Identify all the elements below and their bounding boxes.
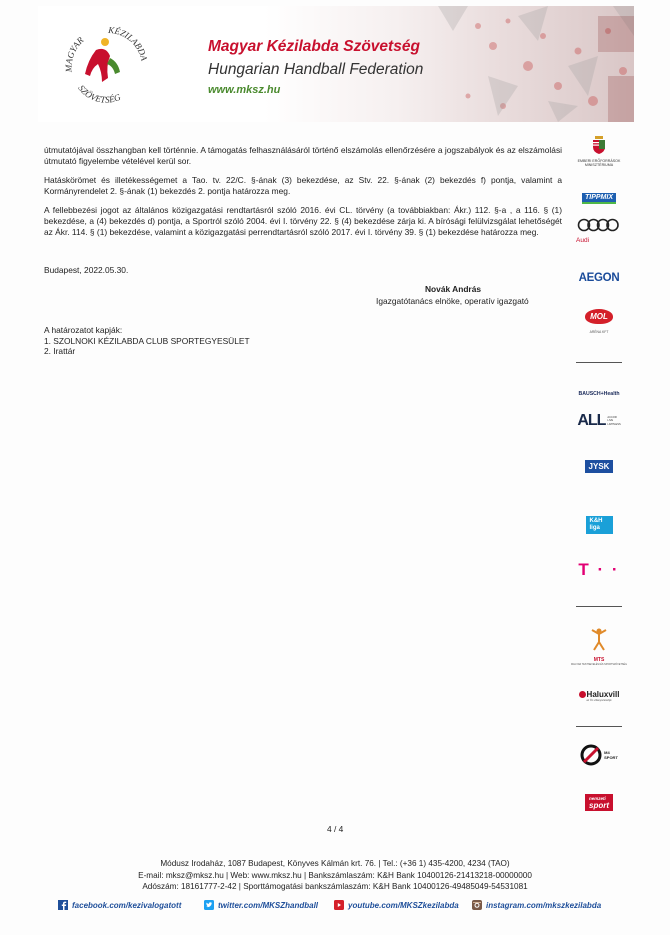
tippmix-logo [568, 186, 630, 204]
page-number: 4 / 4 [327, 824, 344, 834]
decision-body [44, 145, 562, 246]
mol-sub-text: ARÉNA KFT [589, 330, 609, 334]
telekom-text: T · · [578, 560, 620, 579]
jysk-logo [568, 456, 630, 474]
haluxvill-text: Haluxvill [586, 690, 620, 699]
m4-circle-icon [580, 744, 602, 766]
accor-sub1: ACCOR [607, 415, 617, 419]
kh-line1: K&H [589, 518, 603, 524]
mts-text: MTS [593, 657, 605, 663]
m4-line1: M4 [604, 750, 610, 755]
twitter-icon [204, 900, 214, 910]
accor-all-logo [568, 412, 630, 430]
sponsor-divider [576, 726, 622, 727]
footer-tax-line: Adószám: 18161777-2-42 | Sporttámogatási bankszámlaszám: K&H Bank 10400126-49485049-54531081 [142, 882, 528, 891]
audi-logo [568, 218, 630, 244]
federation-website[interactable]: www.mksz.hu [208, 84, 281, 96]
m4-sport-logo [568, 744, 630, 766]
hungarian-coat-of-arms-icon [592, 136, 606, 154]
footer-address-line: Módusz Irodaház, 1087 Budapest, Könyves Kálmán krt. 76. | Tel.: (+36 1) 435-4200, 4234 (TAO) [160, 859, 510, 868]
m4-line2: SPORT [604, 755, 618, 760]
letterhead [38, 6, 634, 122]
signer-name: Novák András [425, 284, 482, 294]
haluxvill-logo [568, 690, 630, 702]
emmi-line2: MINISZTÉRIUMA [584, 163, 614, 168]
social-facebook[interactable] [58, 900, 181, 910]
svg-text:MAGYAR: MAGYAR [63, 34, 86, 73]
twitter-link[interactable]: twitter.com/MKSZhandball [218, 900, 319, 910]
social-twitter[interactable] [204, 900, 318, 910]
sponsor-divider [576, 606, 622, 607]
social-bar [58, 900, 618, 914]
federation-name-en: Hungarian Handball Federation [208, 61, 424, 78]
mts-figure-icon [586, 626, 612, 652]
emmi-line1: EMBERI ERŐFORRÁSOK [577, 159, 621, 163]
recipients-block [44, 325, 250, 357]
audi-text: Audi [576, 237, 590, 244]
instagram-icon [472, 900, 482, 910]
svg-text:KÉZILABDA: KÉZILABDA [107, 24, 150, 62]
aegon-text: AEGON [578, 272, 620, 284]
audi-rings-icon [576, 218, 622, 232]
youtube-icon [334, 900, 344, 910]
youtube-link[interactable]: youtube.com/MKSZkezilabda [348, 900, 459, 910]
sponsor-column [568, 130, 630, 820]
mts-logo [568, 626, 630, 666]
mts-sub-text: MAGYAR TESTNEVELÉSI ÉS SPORTSZÖVETSÉG [571, 663, 627, 666]
facebook-link[interactable]: facebook.com/kezivalogatott [72, 900, 182, 910]
mol-text: MOL [585, 309, 613, 324]
instagram-link[interactable]: instagram.com/mkszkezilabda [486, 900, 602, 910]
emmi-logo [568, 136, 630, 168]
signer-title: Igazgatótanács elnöke, operatív igazgató [376, 296, 529, 306]
paragraph: A fellebbezési jogot az általános közigazgatási rendtartásról szóló 2016. évi CL. törvény (a továbbiakban: Ákr.) 112. §-a , a 116. § (1) bekezdése, a (4) bekezdés d) pontja, a Sportról szóló 2004. évi I. törvény 22. § (4) bekezdése zárja ki. A bírósági felülvizsgálat lehetőségét az Ákr. 114. § (1) bekezdése, valamint a közigazgatási perrendtartásról szóló 2017. évi I. törvény 39. § (1) bekezdése határozza meg. [44, 205, 562, 237]
footer-contact-line: E-mail: mksz@mksz.hu | Web: www.mksz.hu | Bankszámlaszám: K&H Bank 10400126-21413218-00000000 [138, 870, 532, 880]
date-line: Budapest, 2022.05.30. [44, 265, 129, 275]
haluxvill-bulb-icon [579, 691, 586, 698]
nemzeti-line1: nemzeti [589, 796, 606, 801]
footer [0, 858, 670, 893]
federation-name-hu: Magyar Kézilabda Szövetség [208, 38, 420, 55]
accor-sub2: LIVE [607, 419, 614, 423]
kh-line2: liga [589, 525, 600, 531]
haluxvill-sub-text: az Ön villanyszerelője [586, 699, 612, 702]
aegon-logo [568, 268, 630, 286]
jysk-text: JYSK [585, 460, 614, 473]
nemzeti-line2: sport [589, 801, 609, 810]
paragraph: Hatáskörömet és illetékességemet a Tao. tv. 22/C. §-ának (3) bekezdése, az Stv. 22. §-ának (2) bekezdés f) pontja, valamint a Kormányrendelet 2. §-ának (1) bekezdés 2. pontja határozza meg. [44, 175, 562, 196]
social-instagram[interactable] [472, 900, 601, 910]
mksz-seal-logo [58, 18, 154, 114]
tippmix-text: TIPPMIX [582, 193, 616, 204]
telekom-logo [568, 560, 630, 580]
accor-sub3: LIMITLESS [607, 422, 621, 426]
kh-liga-logo [568, 516, 630, 534]
bausch-text: BAUSCH+Health [578, 391, 620, 397]
accor-text: ALL [577, 412, 606, 429]
mol-arena-logo [568, 306, 630, 334]
recipient-item: 1. SZOLNOKI KÉZILABDA CLUB SPORTEGYESÜLET [44, 335, 250, 346]
svg-text:SZÖVETSÉG: SZÖVETSÉG [76, 83, 123, 105]
recipient-item: 2. Irattár [44, 346, 76, 357]
social-youtube[interactable] [334, 900, 459, 910]
nemzeti-sport-logo [568, 794, 630, 813]
paragraph: útmutatójával összhangban kell történnie. A támogatás felhasználásáról történő elszámolás ellenőrzésére a jogszabályok és az elszámolási útmutató figyelembe vételével kerül sor. [44, 145, 562, 166]
sponsor-divider [576, 362, 622, 363]
recipients-heading: A határozatot kapják: [44, 325, 123, 335]
facebook-icon [58, 900, 68, 910]
bausch-health-logo [568, 382, 630, 400]
